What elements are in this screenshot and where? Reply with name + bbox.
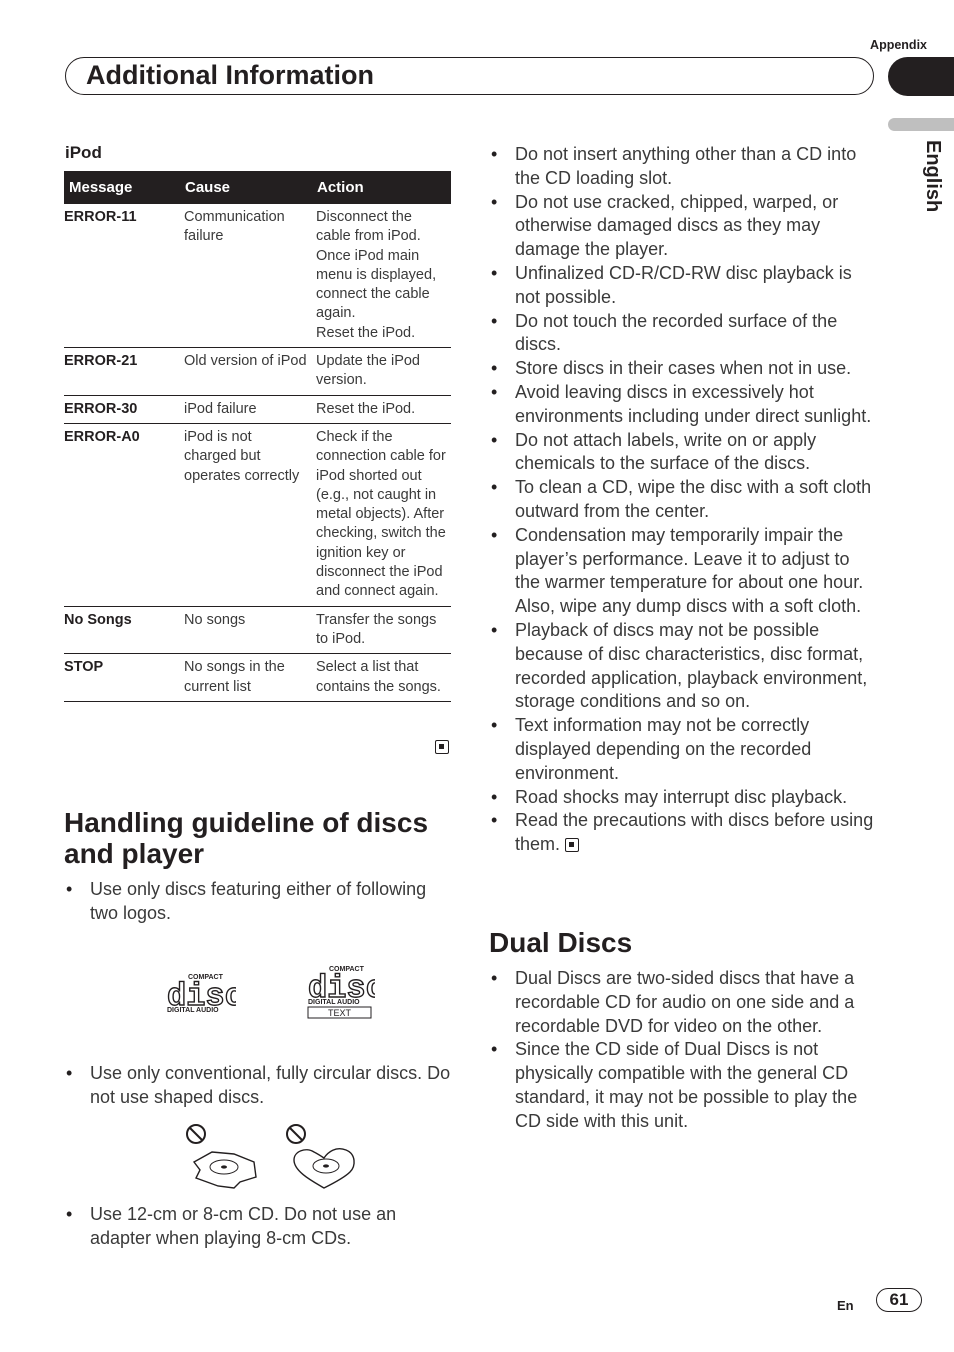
error-action: Reset the iPod. xyxy=(312,395,451,423)
error-action: Transfer the songs to iPod. xyxy=(312,606,451,654)
language-tab-marker xyxy=(888,118,954,131)
end-of-section-icon xyxy=(565,838,579,852)
end-of-section-icon xyxy=(435,740,449,754)
no-shaped-disc-icon xyxy=(184,1122,260,1195)
error-cause: iPod failure xyxy=(180,395,312,423)
logo-disc-text: dis xyxy=(308,970,366,1007)
dual-discs-bullets xyxy=(489,967,875,1134)
list-item: • Since the CD side of Dual Discs is not physically compatible with the general CD standard, it may not be possible to play the CD side with this unit. xyxy=(489,1038,875,1133)
logo-disc-text: disc xyxy=(167,978,236,1015)
list-item: • Dual Discs are two-sided discs that have a recordable CD for audio on one side and a recordable DVD for video on the other. xyxy=(489,967,875,1038)
list-item: • Condensation may temporarily impair the player’s performance. Leave it to adjust to the warmer temperature for about one hour. Also, wipe any dump discs with a soft cloth. xyxy=(489,524,875,619)
list-item: • To clean a CD, wipe the disc with a soft cloth outward from the center. xyxy=(489,476,875,524)
list-item: • Use only conventional, fully circular discs. Do not use shaped discs. xyxy=(64,1062,454,1110)
table-row xyxy=(64,204,451,348)
handling-title: Handling guideline of discs and player xyxy=(64,807,429,869)
list-item: • Avoid leaving discs in excessively hot environments including under direct sunlight. xyxy=(489,381,875,429)
list-item-text: Read the precautions with discs before using them. xyxy=(515,810,874,855)
dual-discs-title: Dual Discs xyxy=(489,927,633,958)
language-label-box xyxy=(918,140,948,230)
error-cause: iPod is not charged but operates correctly xyxy=(180,423,312,606)
section-title: Additional Information xyxy=(86,60,374,90)
section-title-box xyxy=(65,57,874,95)
list-item: • Do not use cracked, chipped, warped, or otherwise damaged discs as they may damage the player. xyxy=(489,191,875,262)
language-label: English xyxy=(922,140,944,213)
error-message: ERROR-11 xyxy=(64,204,180,348)
handling-bullets-mid xyxy=(64,1062,454,1110)
logo-compact-text: COMPACT xyxy=(329,966,364,973)
error-message: No Songs xyxy=(64,606,180,654)
error-message: ERROR-21 xyxy=(64,348,180,396)
error-action: Select a list that contains the songs. xyxy=(312,654,451,702)
appendix-label: Appendix xyxy=(870,38,927,52)
no-heart-disc-icon xyxy=(284,1122,360,1195)
list-item: • Use 12-cm or 8-cm CD. Do not use an adapter when playing 8-cm CDs. xyxy=(64,1203,454,1251)
error-message: ERROR-A0 xyxy=(64,423,180,606)
handling-bullets-bottom xyxy=(64,1203,454,1251)
list-item: • Playback of discs may not be possible because of disc characteristics, disc format, recorded application, playback environment, storage conditions and so on. xyxy=(489,619,875,714)
footer-language-code: En xyxy=(837,1298,854,1313)
list-item: • Use only discs featuring either of following two logos. xyxy=(64,878,454,926)
list-item: • Do not insert anything other than a CD into the CD loading slot. xyxy=(489,143,875,191)
column-header-message: Message xyxy=(64,171,180,204)
cd-digital-audio-logo xyxy=(166,972,236,1021)
ipod-heading: iPod xyxy=(65,143,102,162)
list-item: • Road shocks may interrupt disc playback. xyxy=(489,786,875,810)
logo-text-label: TEXT xyxy=(327,1008,352,1018)
handling-bullets-top xyxy=(64,878,454,926)
error-message: STOP xyxy=(64,654,180,702)
column-header-action: Action xyxy=(312,171,451,204)
logo-compact-text: COMPACT xyxy=(188,974,223,981)
error-action: Update the iPod version. xyxy=(312,348,451,396)
disc-handling-bullets xyxy=(489,143,875,857)
logo-digital-audio-text: DIGITAL AUDIO xyxy=(308,999,360,1006)
list-item: • Store discs in their cases when not in use. xyxy=(489,357,875,381)
error-cause: No songs xyxy=(180,606,312,654)
list-item: • Do not touch the recorded surface of the discs. xyxy=(489,310,875,358)
column-header-cause: Cause xyxy=(180,171,312,204)
list-item: • Unfinalized CD-R/CD-RW disc playback is not possible. xyxy=(489,262,875,310)
error-action: Disconnect the cable from iPod. Once iPod main menu is displayed, connect the cable again. Reset the iPod. xyxy=(312,204,451,348)
list-item: • Text information may not be correctly displayed depending on the recorded environment. xyxy=(489,714,875,785)
page-number: 61 xyxy=(876,1288,922,1312)
logo-digital-audio-text: DIGITAL AUDIO xyxy=(167,1007,219,1014)
error-action: Check if the connection cable for iPod shorted out (e.g., not caught in metal objects). After checking, switch the ignition key or disconnect the iPod and connect again. xyxy=(312,423,451,606)
list-item: • Do not attach labels, write on or apply chemicals to the surface of the discs. xyxy=(489,429,875,477)
table-row xyxy=(64,654,451,702)
error-message: ERROR-30 xyxy=(64,395,180,423)
table-row xyxy=(64,395,451,423)
table-row xyxy=(64,423,451,606)
section-tab xyxy=(888,57,954,96)
error-cause: Communication failure xyxy=(180,204,312,348)
ipod-error-table xyxy=(64,171,451,702)
list-item xyxy=(489,809,875,857)
error-cause: No songs in the current list xyxy=(180,654,312,702)
table-row xyxy=(64,348,451,396)
cd-text-logo xyxy=(307,964,375,1027)
table-row xyxy=(64,606,451,654)
error-cause: Old version of iPod xyxy=(180,348,312,396)
